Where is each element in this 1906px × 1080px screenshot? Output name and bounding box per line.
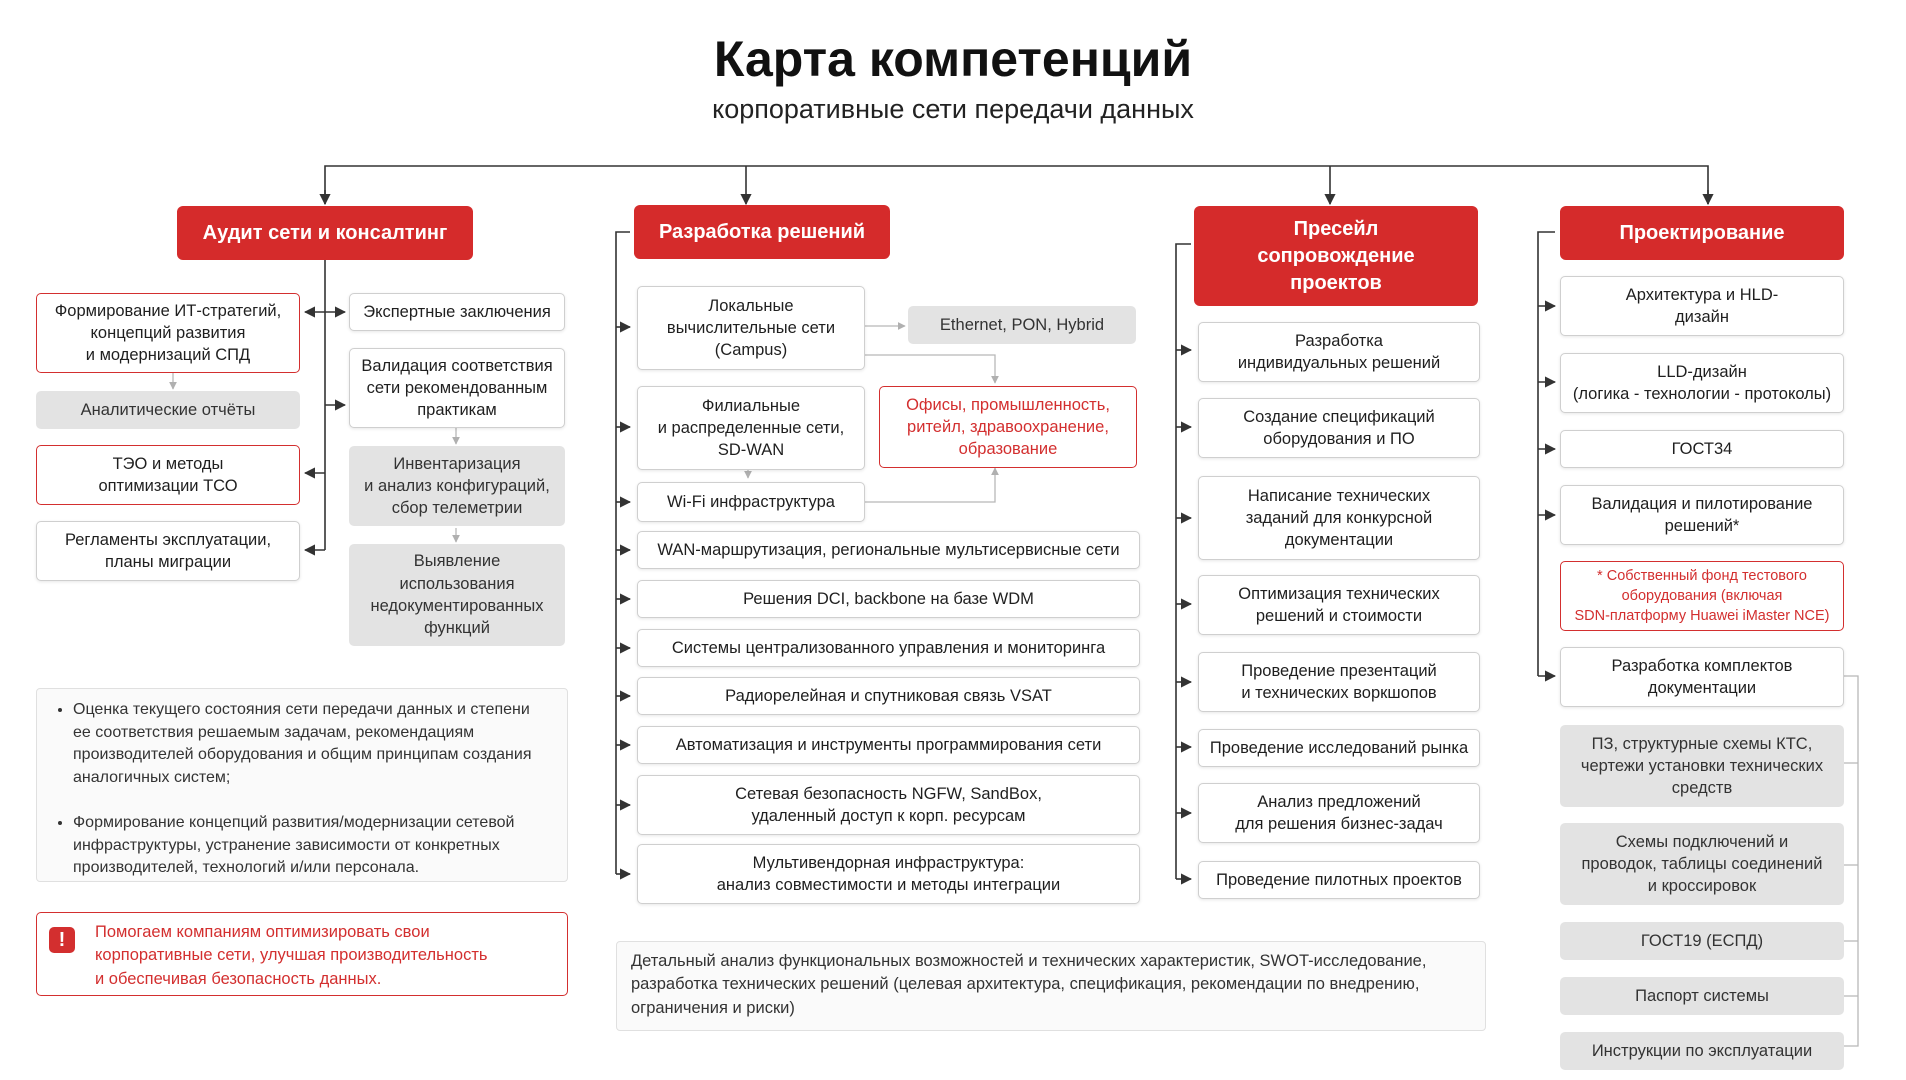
solution-tech-ethernet-pon: Ethernet, PON, Hybrid: [908, 306, 1136, 344]
header-design: Проектирование: [1560, 206, 1844, 260]
exclamation-icon: !: [49, 927, 75, 953]
header-presale: Пресейл сопровождение проектов: [1194, 206, 1478, 306]
audit-note-item: • Оценка текущего состояния сети передачи данных и степени ее соответствия решаемым задачам, рекомендациям производителей оборудования и общим принципам создания аналогичных систем;: [73, 699, 549, 790]
header-solutions: Разработка решений: [634, 205, 890, 259]
solution-automation: Автоматизация и инструменты программирования сети: [637, 726, 1140, 764]
design-test-equipment-footnote: * Собственный фонд тестового оборудования (включая SDN-платформу Huawei iMaster NCE): [1560, 561, 1844, 631]
audit-analytic-reports: Аналитические отчёты: [36, 391, 300, 429]
doc-operation-manuals: Инструкции по эксплуатации: [1560, 1032, 1844, 1070]
solution-security: Сетевая безопасность NGFW, SandBox, удаленный доступ к корп. ресурсам: [637, 775, 1140, 835]
design-hld: Архитектура и HLD- дизайн: [1560, 276, 1844, 336]
top-bus-line: [325, 166, 1708, 204]
design-gost34: ГОСТ34: [1560, 430, 1844, 468]
solution-vsat: Радиорелейная и спутниковая связь VSAT: [637, 677, 1140, 715]
design-validation-pilot: Валидация и пилотирование решений*: [1560, 485, 1844, 545]
header-audit: Аудит сети и консалтинг: [177, 206, 473, 260]
solutions-note: Детальный анализ функциональных возможностей и технических характеристик, SWOT-исследование, разработка технических решений (целевая архитектура, спецификация, рекомендации по внедрению, ограничения и риски): [616, 941, 1486, 1031]
col3-spine: [1176, 244, 1191, 879]
audit-inventory: Инвентаризация и анализ конфигураций, сбор телеметрии: [349, 446, 565, 526]
audit-expert-opinions: Экспертные заключения: [349, 293, 565, 331]
page-title: Карта компетенций: [713, 31, 1193, 87]
solution-dci-wdm: Решения DCI, backbone на базе WDM: [637, 580, 1140, 618]
alert-text: Помогаем компаниям оптимизировать свои корпоративные сети, улучшая производительность и обеспечивая безопасность данных.: [95, 923, 488, 988]
audit-notes: [36, 688, 568, 882]
page-subtitle: корпоративные сети передачи данных: [712, 94, 1194, 124]
presale-technical-tasks: Написание технических заданий для конкурсной документации: [1198, 476, 1480, 560]
presale-pilot-projects: Проведение пилотных проектов: [1198, 861, 1480, 899]
audit-note-item: • Формирование концепций развития/модернизации сетевой инфраструктуры, устранение зависимости от конкретных производителей, технологий и/или персонала.: [73, 812, 549, 880]
doc-system-passport: Паспорт системы: [1560, 977, 1844, 1015]
presale-individual-solutions: Разработка индивидуальных решений: [1198, 322, 1480, 382]
presale-presentations: Проведение презентаций и технических воркшопов: [1198, 652, 1480, 712]
design-lld: LLD-дизайн (логика - технологии - протоколы): [1560, 353, 1844, 413]
alert-box: [36, 912, 568, 996]
audit-undocumented-functions: Выявление использования недокументированных функций: [349, 544, 565, 646]
col2-spine: [616, 232, 630, 874]
col4-spine: [1538, 232, 1555, 676]
solution-branch-sdwan: Филиальные и распределенные сети, SD-WAN: [637, 386, 865, 470]
audit-it-strategy: Формирование ИТ-стратегий, концепций развития и модернизаций СПД: [36, 293, 300, 373]
presale-optimization: Оптимизация технических решений и стоимости: [1198, 575, 1480, 635]
solution-monitoring: Системы централизованного управления и мониторинга: [637, 629, 1140, 667]
solution-wan: WAN-маршрутизация, региональные мультисервисные сети: [637, 531, 1140, 569]
audit-regulations: Регламенты эксплуатации, планы миграции: [36, 521, 300, 581]
solution-wifi: Wi-Fi инфраструктура: [637, 482, 865, 522]
doc-connection-schemes: Схемы подключений и проводок, таблицы соединений и кроссировок: [1560, 823, 1844, 905]
solution-industries: Офисы, промышленность, ритейл, здравоохранение, образование: [879, 386, 1137, 468]
solution-multivendor: Мультивендорная инфраструктура: анализ совместимости и методы интеграции: [637, 844, 1140, 904]
doc-pz-schemes: ПЗ, структурные схемы КТС, чертежи установки технических средств: [1560, 725, 1844, 807]
doc-gost19: ГОСТ19 (ЕСПД): [1560, 922, 1844, 960]
audit-teo-tco: ТЭО и методы оптимизации ТСО: [36, 445, 300, 505]
audit-validation: Валидация соответствия сети рекомендованным практикам: [349, 348, 565, 428]
solution-campus: Локальные вычислительные сети (Campus): [637, 286, 865, 370]
presale-market-research: Проведение исследований рынка: [1198, 729, 1480, 767]
design-documentation-kits: Разработка комплектов документации: [1560, 647, 1844, 707]
presale-specifications: Создание спецификаций оборудования и ПО: [1198, 398, 1480, 458]
presale-proposal-analysis: Анализ предложений для решения бизнес-задач: [1198, 783, 1480, 843]
